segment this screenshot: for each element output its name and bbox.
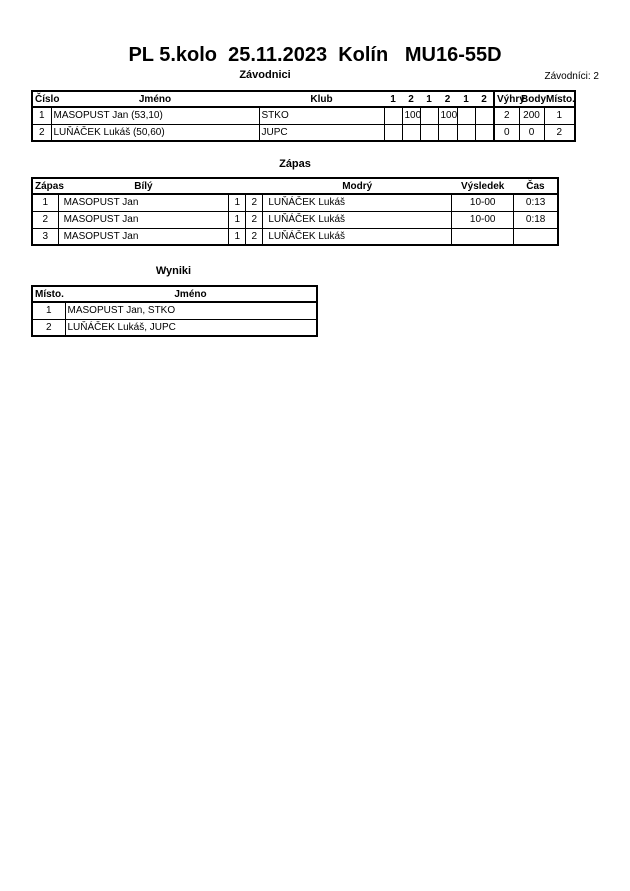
participant-wins: 0 — [494, 124, 519, 141]
col-score-6: 2 — [475, 91, 494, 107]
score-cell — [402, 124, 420, 141]
page-title: PL 5.kolo 25.11.2023 Kolín MU16-55D — [128, 44, 502, 66]
score-cell — [420, 124, 438, 141]
score-cell — [438, 124, 457, 141]
results-table — [31, 285, 318, 337]
col-name: Jméno — [65, 286, 317, 302]
participant-number: 2 — [32, 124, 51, 141]
table-row — [32, 124, 575, 141]
matches-header-row — [32, 178, 558, 194]
table-row — [32, 228, 558, 245]
matches-heading: Zápas — [279, 158, 311, 170]
col-wins: Výhry — [494, 91, 519, 107]
col-score-1: 1 — [384, 91, 402, 107]
col-blue: Modrý — [263, 178, 452, 194]
col-match: Zápas — [32, 178, 58, 194]
result-place: 2 — [32, 319, 65, 336]
match-result — [452, 228, 514, 245]
col-white-score — [229, 178, 246, 194]
participant-place: 2 — [544, 124, 575, 141]
col-result: Výsledek — [452, 178, 514, 194]
match-white-score: 1 — [229, 228, 246, 245]
col-score-4: 2 — [438, 91, 457, 107]
participant-points: 200 — [519, 107, 544, 124]
participants-table — [31, 90, 576, 142]
match-blue-score: 2 — [246, 194, 263, 211]
col-place: Místo. — [32, 286, 65, 302]
participant-points: 0 — [519, 124, 544, 141]
participant-wins: 2 — [494, 107, 519, 124]
match-number: 1 — [32, 194, 58, 211]
col-name: Jméno — [51, 91, 259, 107]
match-time — [514, 228, 558, 245]
score-cell — [457, 107, 475, 124]
score-cell — [420, 107, 438, 124]
match-white: MASOPUST Jan — [58, 194, 229, 211]
col-points: Body — [519, 91, 544, 107]
match-white: MASOPUST Jan — [58, 211, 229, 228]
score-cell — [475, 124, 494, 141]
score-cell — [384, 107, 402, 124]
match-white-score: 1 — [229, 194, 246, 211]
participant-number: 1 — [32, 107, 51, 124]
match-white: MASOPUST Jan — [58, 228, 229, 245]
matches-table — [31, 177, 559, 246]
table-row — [32, 211, 558, 228]
match-number: 2 — [32, 211, 58, 228]
col-club: Klub — [259, 91, 384, 107]
match-time: 0:18 — [514, 211, 558, 228]
participant-name: LUŇÁČEK Lukáš (50,60) — [51, 124, 259, 141]
score-cell — [475, 107, 494, 124]
participant-club: JUPC — [259, 124, 384, 141]
score-cell: 100 — [438, 107, 457, 124]
table-row — [32, 194, 558, 211]
match-blue-score: 2 — [246, 211, 263, 228]
results-heading: Wyniki — [155, 265, 192, 277]
match-blue-score: 2 — [246, 228, 263, 245]
table-row — [32, 107, 575, 124]
result-place: 1 — [32, 302, 65, 319]
result-name: MASOPUST Jan, STKO — [65, 302, 317, 319]
match-result: 10-00 — [452, 211, 514, 228]
score-cell — [384, 124, 402, 141]
result-name: LUŇÁČEK Lukáš, JUPC — [65, 319, 317, 336]
col-blue-score — [246, 178, 263, 194]
match-blue: LUŇÁČEK Lukáš — [263, 228, 452, 245]
score-cell — [457, 124, 475, 141]
col-place: Místo. — [544, 91, 575, 107]
score-cell: 100 — [402, 107, 420, 124]
match-white-score: 1 — [229, 211, 246, 228]
table-row — [32, 302, 317, 319]
match-blue: LUŇÁČEK Lukáš — [263, 194, 452, 211]
col-time: Čas — [514, 178, 558, 194]
match-number: 3 — [32, 228, 58, 245]
results-header-row — [32, 286, 317, 302]
participants-count: Závodníci: 2 — [544, 71, 599, 82]
col-score-5: 1 — [457, 91, 475, 107]
match-time: 0:13 — [514, 194, 558, 211]
match-result: 10-00 — [452, 194, 514, 211]
participant-name: MASOPUST Jan (53,10) — [51, 107, 259, 124]
match-blue: LUŇÁČEK Lukáš — [263, 211, 452, 228]
participant-club: STKO — [259, 107, 384, 124]
col-score-3: 1 — [420, 91, 438, 107]
participants-header-row — [32, 91, 575, 107]
col-white: Bílý — [58, 178, 229, 194]
participants-heading: Závodnici — [239, 69, 291, 81]
col-number: Číslo — [32, 91, 51, 107]
participant-place: 1 — [544, 107, 575, 124]
col-score-2: 2 — [402, 91, 420, 107]
table-row — [32, 319, 317, 336]
